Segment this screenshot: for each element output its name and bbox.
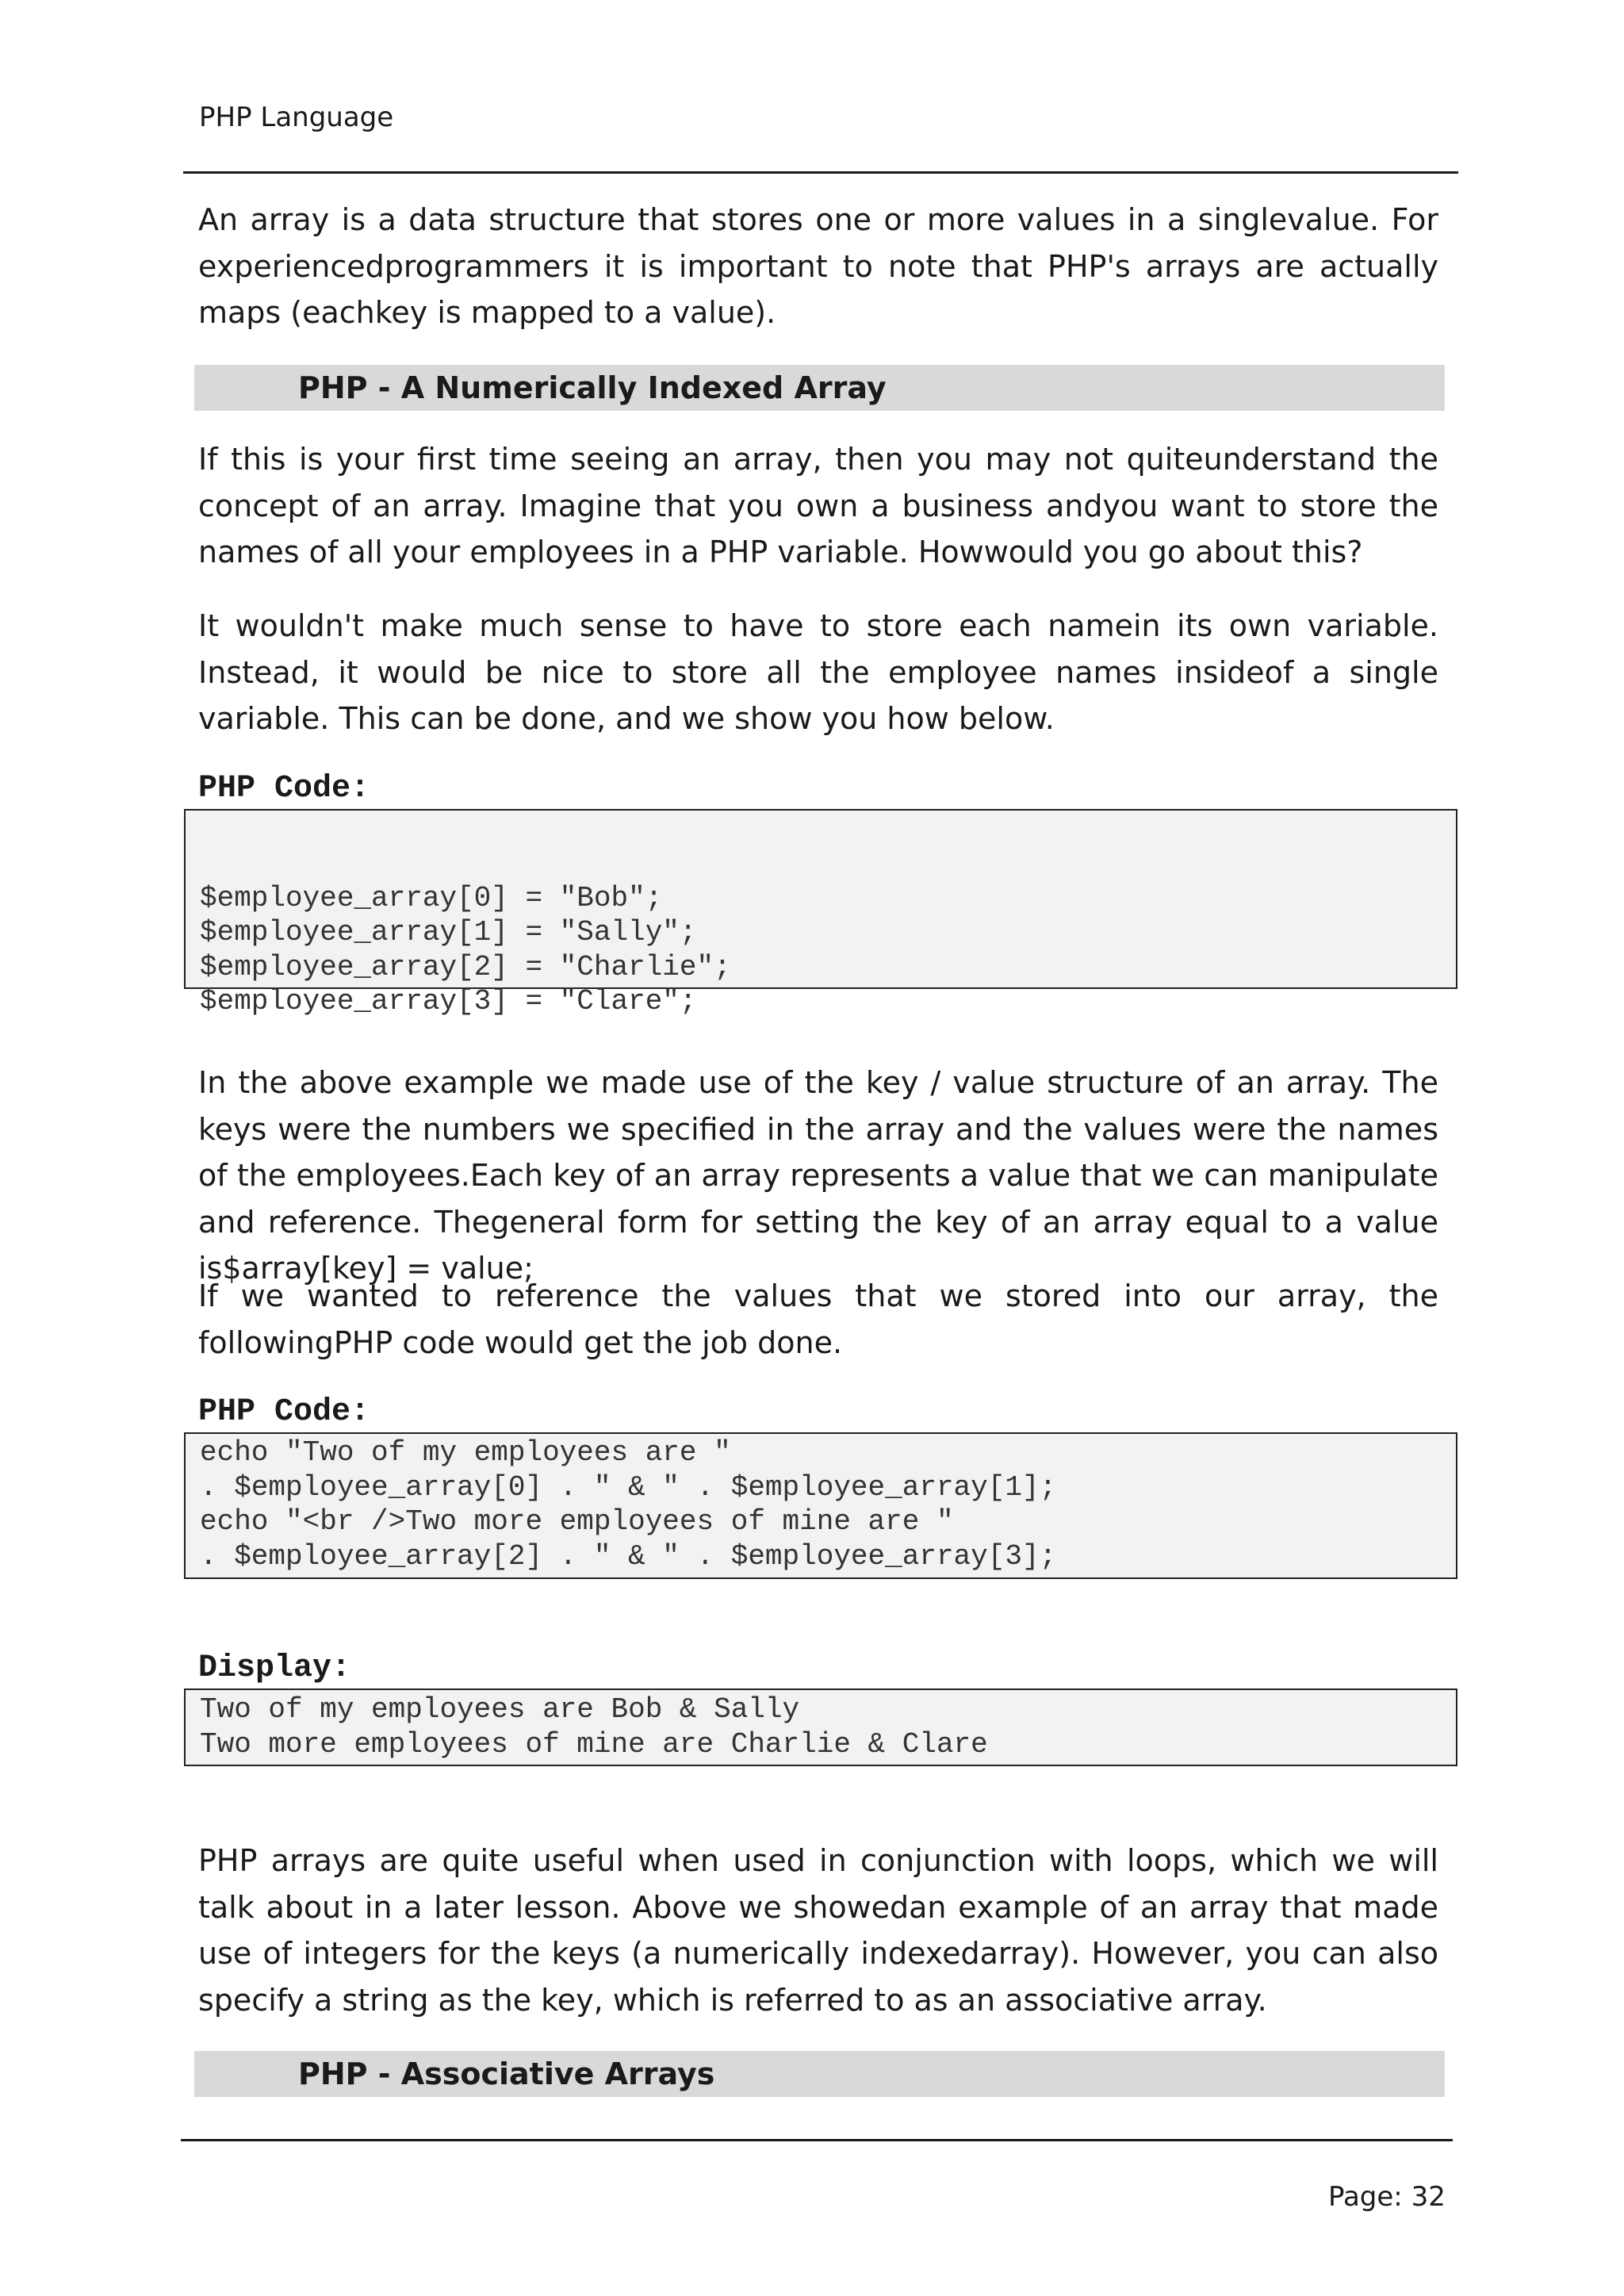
code-line: $employee_array[3] = "Clare"; bbox=[200, 985, 697, 1018]
code-line: $employee_array[0] = "Bob"; bbox=[200, 881, 663, 914]
code-line: . $employee_array[0] . " & " . $employee_array[1]; bbox=[200, 1470, 1057, 1504]
output-line: Two more employees of mine are Charlie & Clare bbox=[200, 1727, 988, 1761]
display-label: Display: bbox=[198, 1650, 351, 1686]
code-block-assign bbox=[184, 809, 1457, 1018]
paragraph-arrays-loops: PHP arrays are quite useful when used in conjunction with loops, which we will talk about in a later lesson. Above we showedan example of an array that made use of integers for the keys (a numerically indexedarray). However, you can also specify a string as the key, which is referred to as an associative array. bbox=[198, 1843, 1438, 2018]
running-header: PHP Language bbox=[199, 102, 394, 133]
paragraph-key-value: In the above example we made use of the key / value structure of an array. The keys were the numbers we specified in the array and the values were the names of the employees.Each key of an array represents a value that we can manipulate and reference. Thegeneral form for setting the key of an array equal to a value is$array[key] = value; bbox=[198, 1065, 1438, 1286]
paragraph-single-variable: It wouldn't make much sense to have to store each namein its own variable. Instead, it would be nice to store all the employee names insideof a single variable. This can be done, and we show you how below. bbox=[198, 608, 1438, 736]
paragraph-first-time: If this is your first time seeing an array, then you may not quiteunderstand the concept of an array. Imagine that you own a business andyou want to store the names of all your employees in a PHP variable. Howwould you go about this? bbox=[198, 442, 1438, 569]
section-heading-associative bbox=[194, 2051, 1445, 2097]
section-heading-text: PHP - A Numerically Indexed Array bbox=[298, 370, 887, 405]
section-heading-text: PHP - Associative Arrays bbox=[298, 2056, 715, 2091]
code-line: $employee_array[2] = "Charlie"; bbox=[200, 950, 731, 983]
display-output-block bbox=[184, 1688, 1457, 1766]
code-line: echo "Two of my employees are " bbox=[200, 1436, 731, 1469]
header-rule bbox=[183, 171, 1458, 174]
page-number: Page: 32 bbox=[1328, 2181, 1446, 2213]
code-line: . $employee_array[2] . " & " . $employee_array[3]; bbox=[200, 1539, 1057, 1573]
code-line: echo "<br />Two more employees of mine are " bbox=[200, 1505, 954, 1538]
code-block-echo bbox=[184, 1432, 1457, 1579]
intro-paragraph: An array is a data structure that stores one or more values in a singlevalue. For experiencedprogrammers it is important to note that PHP's arrays are actually maps (eachkey is mapped to a value). bbox=[198, 202, 1438, 330]
code-label: PHP Code: bbox=[198, 771, 370, 807]
section-heading-numerically-indexed bbox=[194, 365, 1445, 411]
footer-rule bbox=[181, 2139, 1453, 2141]
paragraph-reference-values: If we wanted to reference the values that we stored into our array, the followingPHP code would get the job done. bbox=[198, 1278, 1438, 1360]
output-line: Two of my employees are Bob & Sally bbox=[200, 1693, 800, 1726]
code-label: PHP Code: bbox=[198, 1394, 370, 1430]
code-line: $employee_array[1] = "Sally"; bbox=[200, 916, 697, 949]
code-line bbox=[200, 846, 1456, 881]
